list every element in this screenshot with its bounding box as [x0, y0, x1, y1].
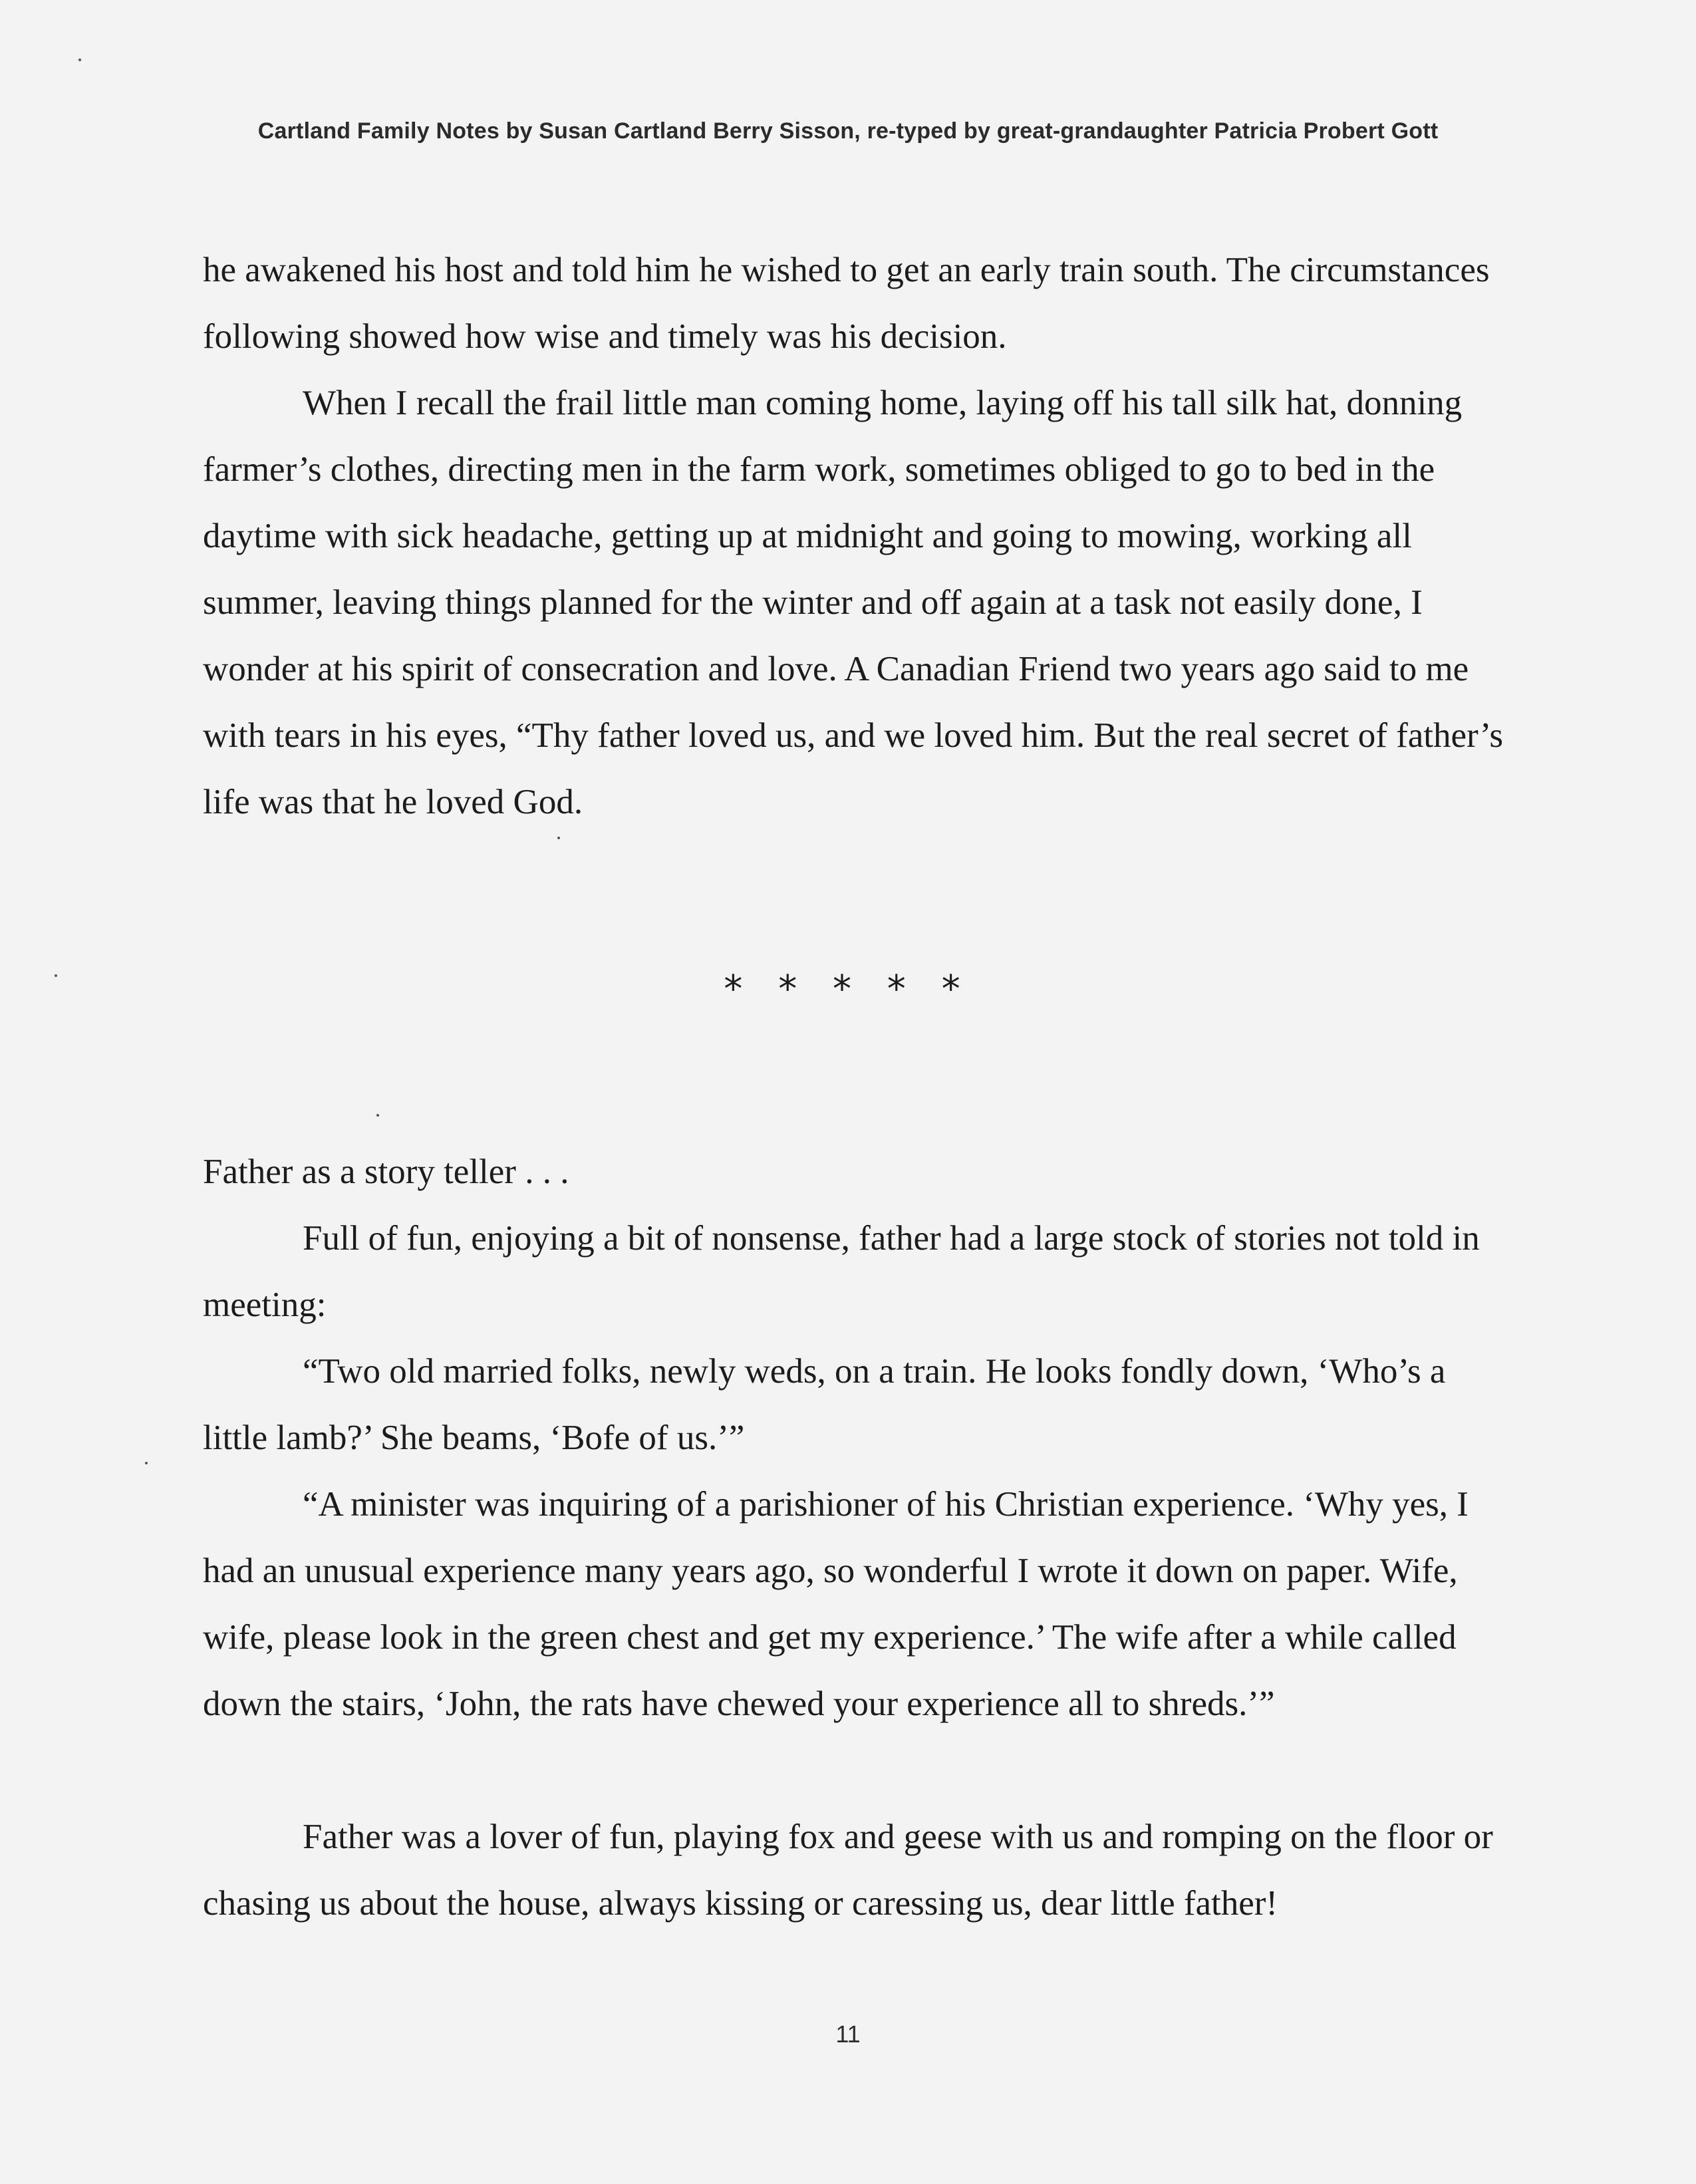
page-number: 11	[835, 2020, 861, 2048]
scan-speck	[78, 59, 81, 61]
paragraph-recollection: When I recall the frail little man coming home, laying off his tall silk hat, donning farmer’s clothes, directing men in the farm work, sometimes obliged to go to bed in the daytime with sick headache, getting up at midnight and going to mowing, working all summer, leaving things planned for the winter and off again at a task not easily done, I wonder at his spirit of consecration and love. A Canadian Friend two years ago said to me with tears in his eyes, “Thy father loved us, and we loved him. But the real secret of father’s life was that he loved God.	[203, 384, 1503, 821]
scan-speck	[55, 974, 57, 977]
paragraph-continuation: he awakened his host and told him he wished to get an early train south. The circumstances following showed how wise and timely was his decision.	[203, 251, 1490, 356]
paragraph-lover-of-fun: Father was a lover of fun, playing fox and geese with us and romping on the floor or chasing us about the house, always kissing or caressing us, dear little father!	[203, 1818, 1493, 1923]
paragraph-story-minister: “A minister was inquiring of a parishioner of his Christian experience. ‘Why yes, I had an unusual experience many years ago, so wonderful I wrote it down on paper. Wife, wife, please look in the green chest and get my experience.’ The wife after a while called down the stairs, ‘John, the rats have chewed your experience all to shreds.’”	[203, 1485, 1469, 1723]
section-separator: * * * * *	[724, 968, 972, 1011]
scan-speck	[376, 1114, 379, 1117]
paragraph-stories-intro: Full of fun, enjoying a bit of nonsense, father had a large stock of stories not told in meeting:	[203, 1219, 1480, 1324]
running-header: Cartland Family Notes by Susan Cartland Berry Sisson, re-typed by great-grandaughter Patricia Probert Gott	[257, 118, 1439, 144]
scan-speck	[145, 1462, 148, 1464]
scan-speck	[557, 837, 560, 839]
section-heading: Father as a story teller . . .	[203, 1153, 569, 1191]
paragraph-story-newlyweds: “Two old married folks, newly weds, on a train. He looks fondly down, ‘Who’s a little lamb?’ She beams, ‘Bofe of us.’”	[203, 1352, 1446, 1457]
